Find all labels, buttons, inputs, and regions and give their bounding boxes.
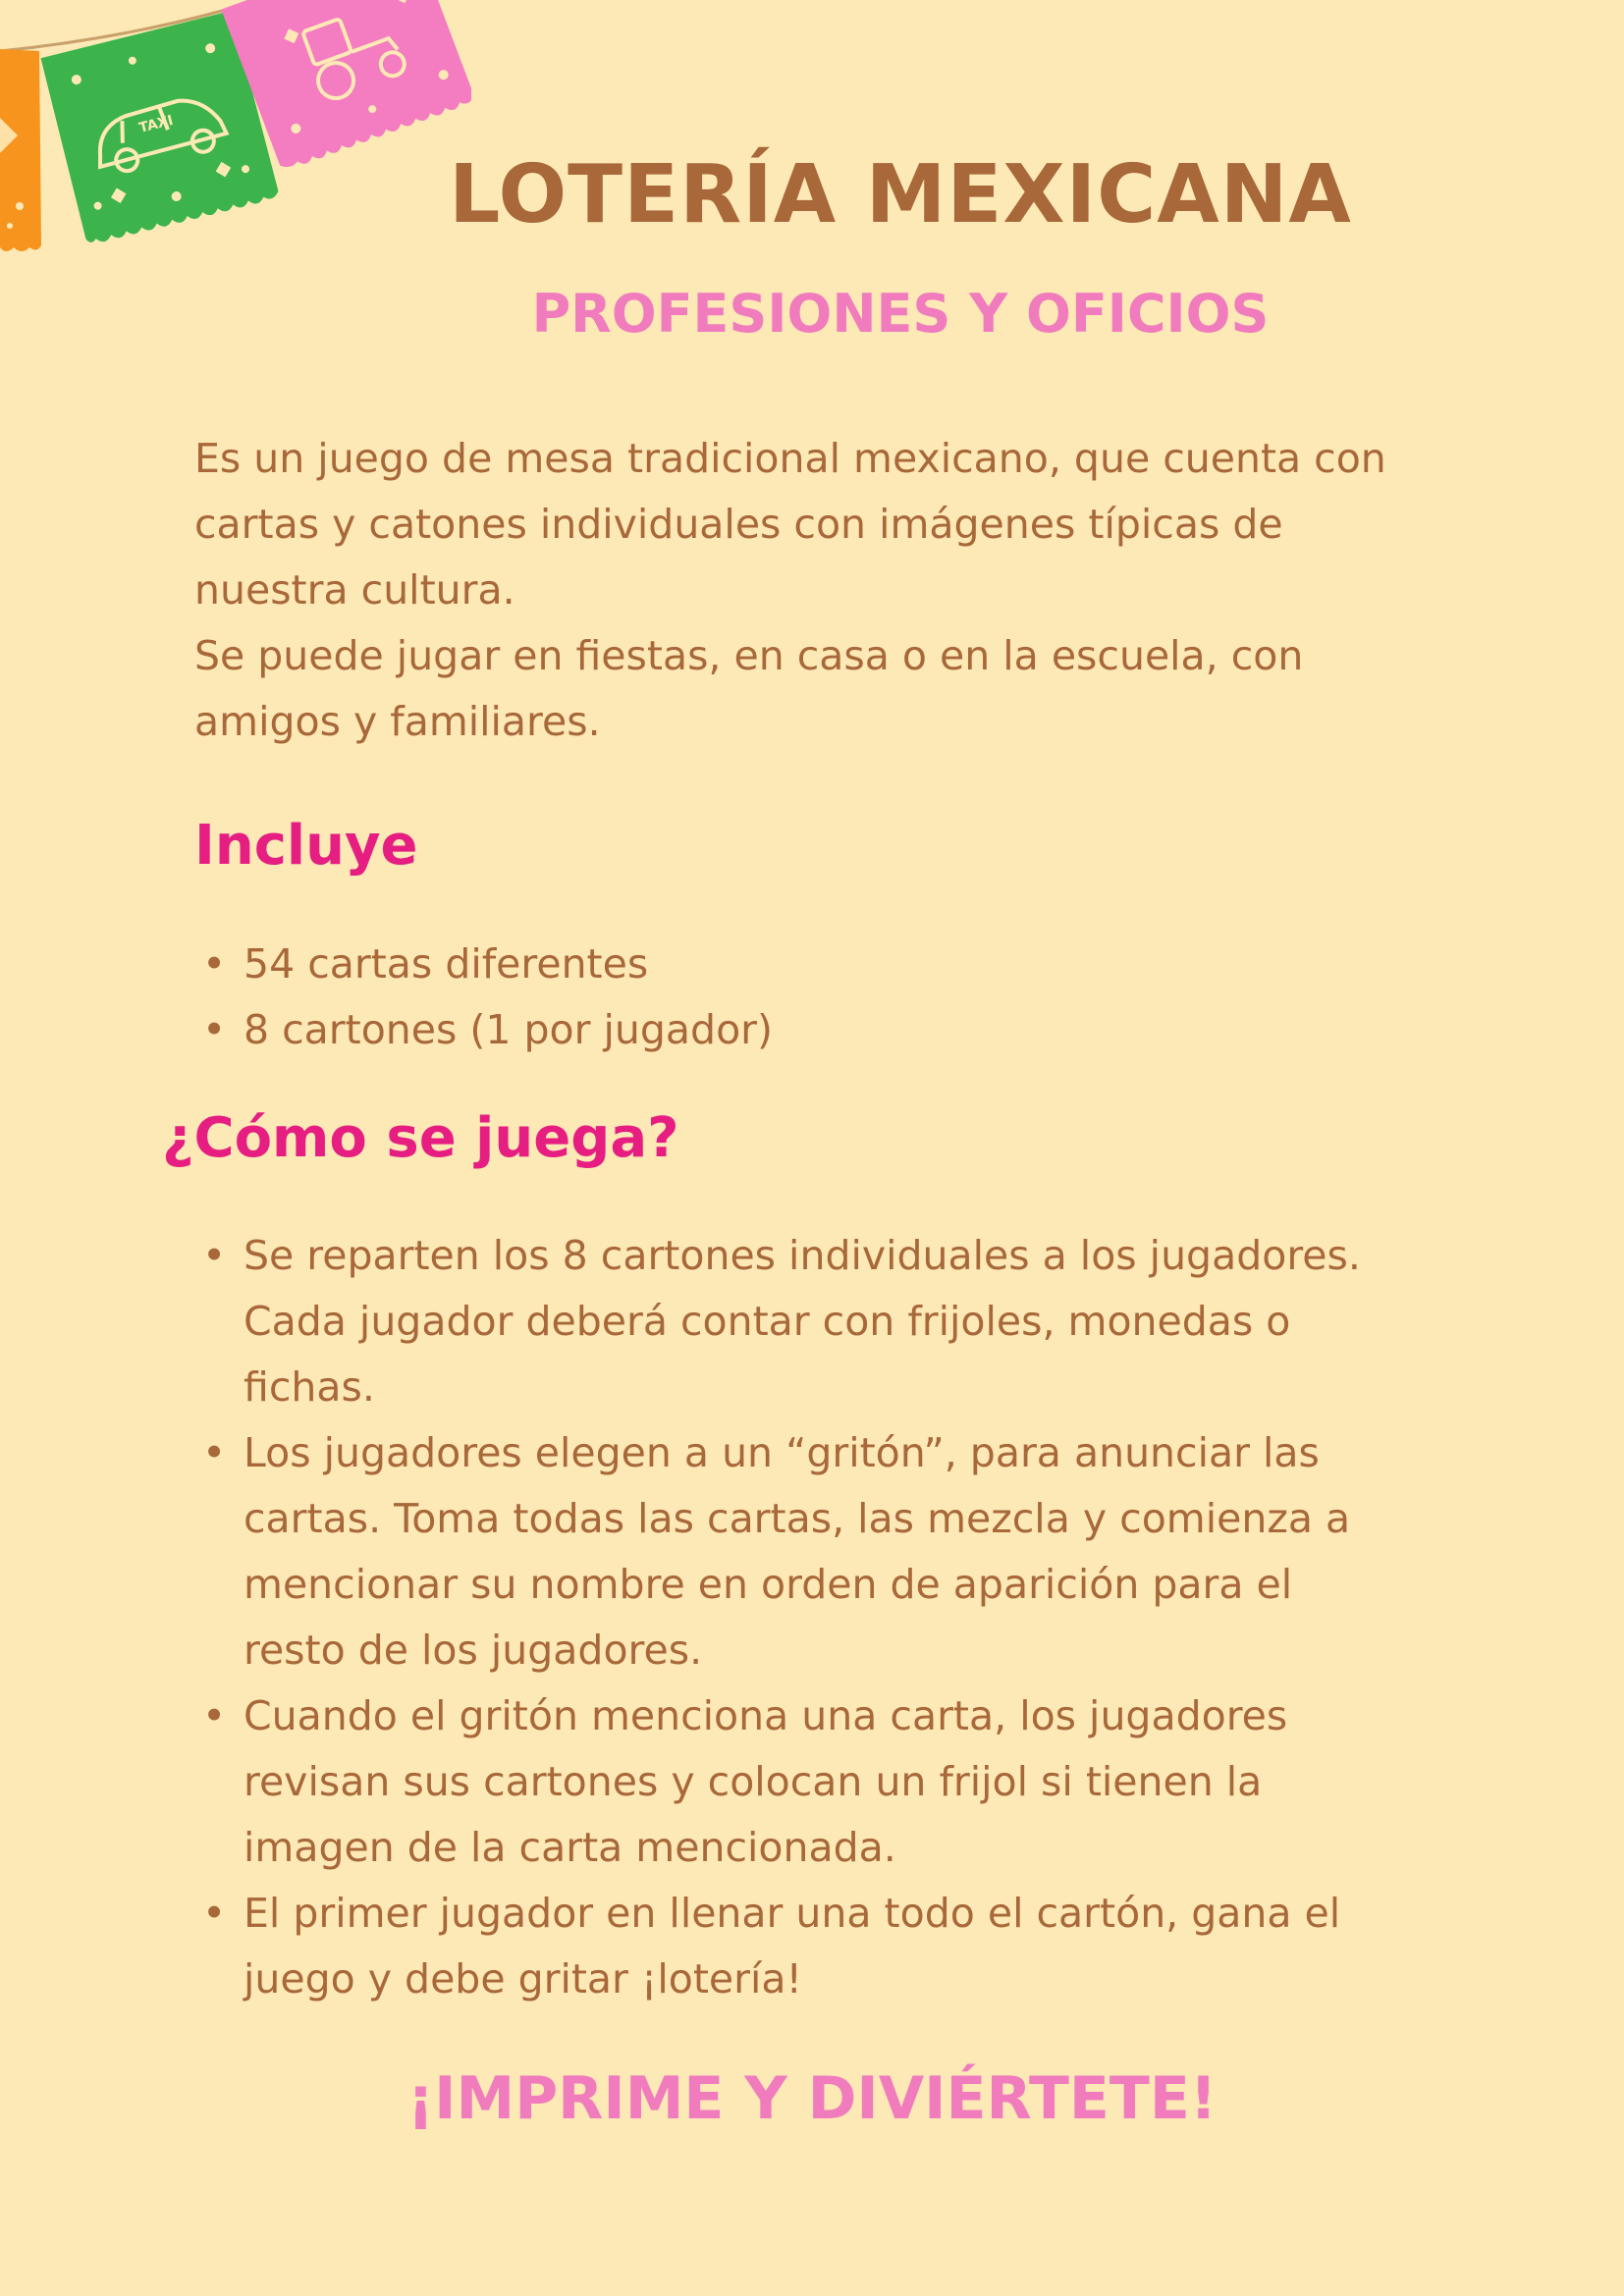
bullet-icon: • [202,1006,227,1053]
bullet-icon: • [202,1232,227,1279]
bullet-icon: • [202,940,227,988]
como-se-juega-heading: ¿Cómo se juega? [162,1106,679,1170]
list-item: • Cuando el gritón menciona una carta, los jugadores revisan sus cartones y colocan un frijol si tienen la imagen de la carta mencionada. [196,1683,1375,1881]
incluye-heading: Incluye [194,814,418,878]
bullet-icon: • [202,1692,227,1739]
bullet-icon: • [202,1429,227,1476]
bullet-icon: • [202,1890,227,1937]
intro-text [194,426,1392,755]
list-item: • El primer jugador en llenar una todo el cartón, gana el juego y debe gritar ¡lotería! [196,1881,1375,2012]
list-item: • 54 cartas diferentes [196,932,1375,997]
page-subtitle: PROFESIONES Y OFICIOS [531,283,1270,345]
incluye-list [196,932,1375,1063]
list-item: • Se reparten los 8 cartones individuales a los jugadores. Cada jugador deberá contar con frijoles, monedas o fichas. [196,1223,1375,1420]
intro-paragraph: Se puede jugar en fiestas, en casa o en la escuela, con amigos y familiares. [194,632,1304,745]
intro-paragraph: Es un juego de mesa tradicional mexicano, que cuenta con cartas y catones individuales con imágenes típicas de nuestra cultura. [194,435,1386,614]
svg-text:TAXI: TAXI [136,112,176,136]
page-title: LOTERÍA MEXICANA [449,148,1352,241]
footer-call-to-action: ¡IMPRIME Y DIVIÉRTETE! [406,2064,1218,2133]
como-se-juega-list [196,1223,1375,2012]
list-item: • 8 cartones (1 por jugador) [196,997,1375,1063]
list-item: • Los jugadores elegen a un “gritón”, para anunciar las cartas. Toma todas las cartas, las mezcla y comienza a mencionar su nombre en orden de aparición para el resto de los jugadores. [196,1420,1375,1683]
